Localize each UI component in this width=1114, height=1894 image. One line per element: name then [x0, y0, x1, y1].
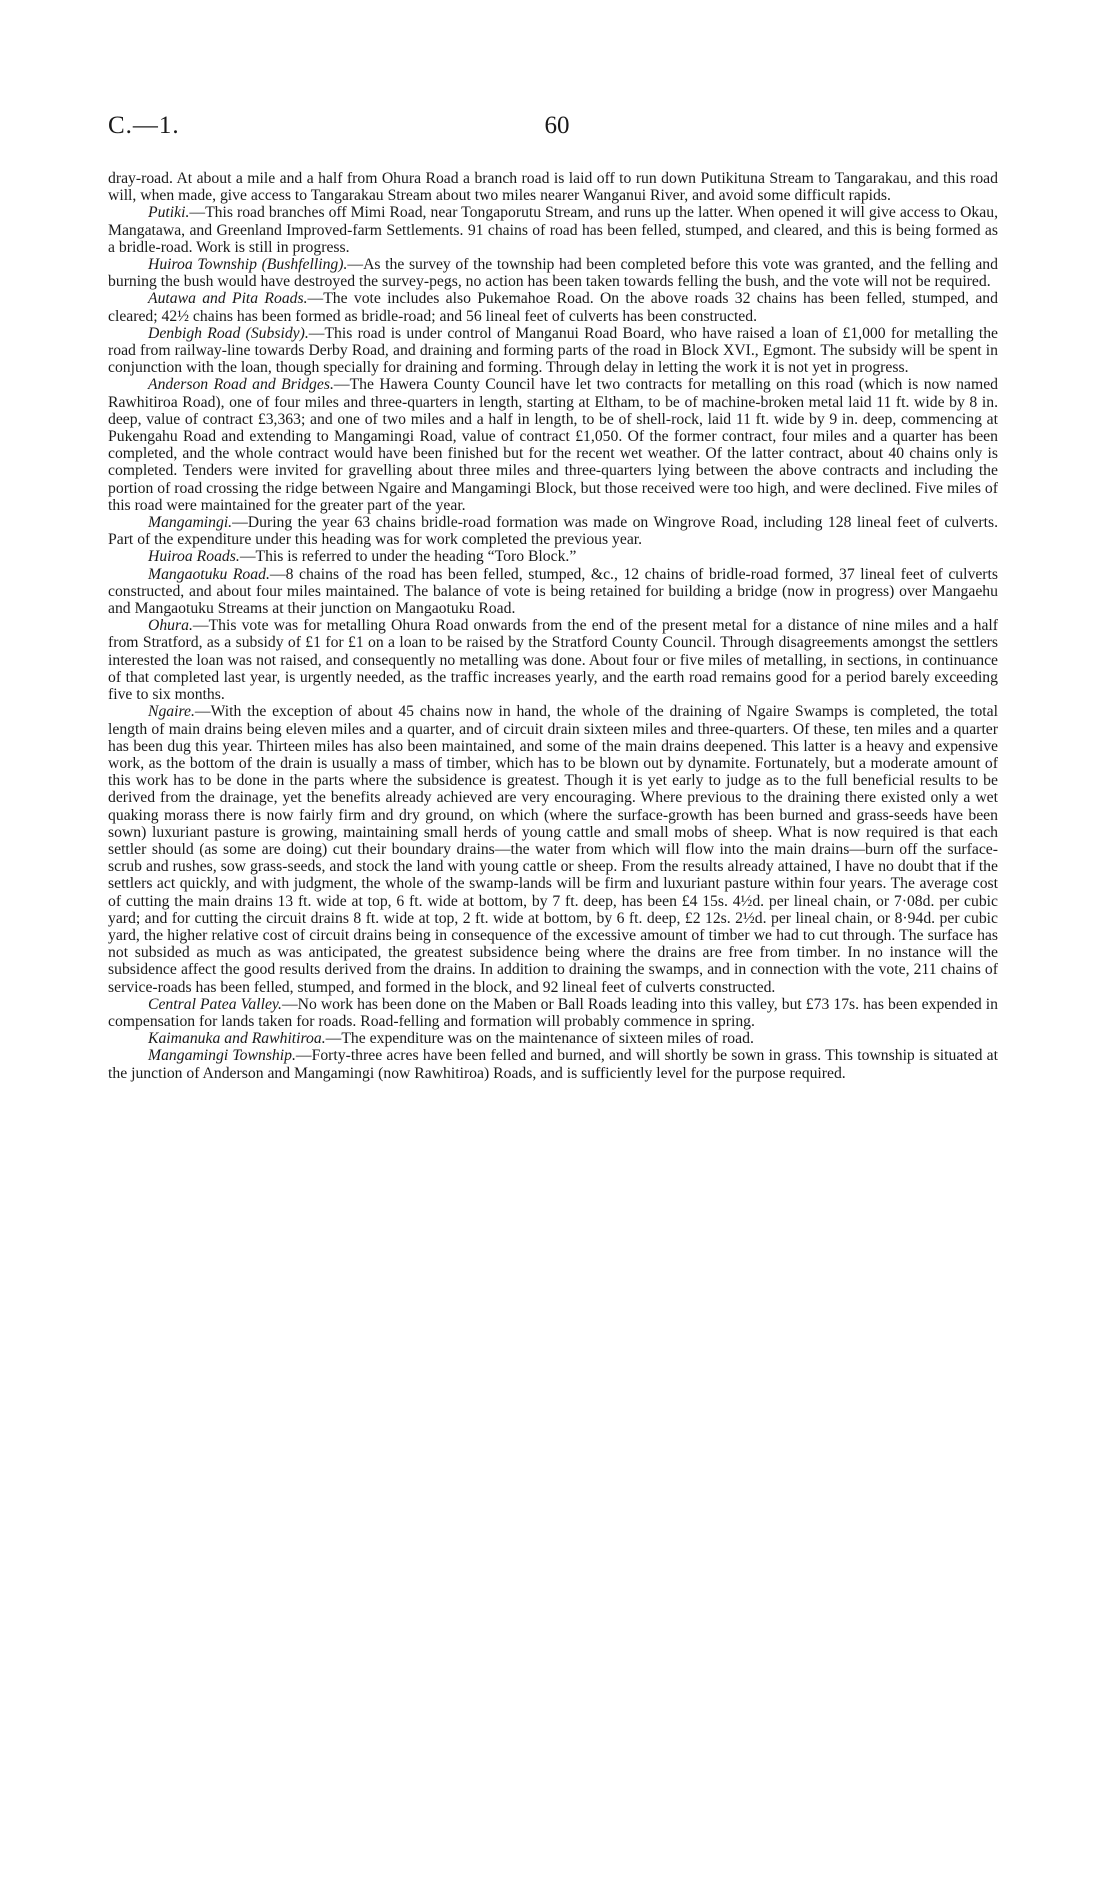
- paragraph-heading: Huiroa Roads.: [148, 548, 240, 566]
- paragraph: [108, 548, 998, 565]
- paragraph-heading: Mangamingi.: [148, 514, 233, 532]
- paragraph: [108, 204, 998, 256]
- document-reference: C.—1.: [108, 112, 180, 139]
- paragraph: [108, 1030, 998, 1047]
- paragraph-text: —The expenditure was on the maintenance of sixteen miles of road.: [325, 1030, 754, 1048]
- paragraph-text: —This is referred to under the heading “Toro Block.”: [239, 548, 577, 566]
- paragraph-heading: Autawa and Pita Roads.: [148, 290, 308, 308]
- paragraph-heading: Putiki.: [148, 204, 190, 222]
- paragraph-text: —This road branches off Mimi Road, near Tongaporutu Stream, and runs up the latter. When opened it will give access to Okau, Mangatawa, and Greenland Improved-farm Settlements. 91 chains of road has been felled, stumped, and cleared, and this is being formed as a bridle-road. Work is still in progress.: [108, 204, 998, 256]
- paragraph: [108, 325, 998, 377]
- paragraph-text: —This vote was for metalling Ohura Road onwards from the end of the present metal for a distance of nine miles and a half from Stratford, as a subsidy of £1 for £1 on a loan to be raised by the Stratford County Council. Through disagreements amongst the settlers interested the loan was not raised, and consequently no metalling was done. About four or five miles of metalling, in sections, in continuance of that completed last year, is urgently needed, as the traffic increases yearly, and the earth road remains good for a period barely exceeding five to six months.: [108, 617, 998, 704]
- paragraph-text: —8 chains of the road has been felled, stumped, &c., 12 chains of bridle-road formed, 37 lineal feet of culverts constructed, and about four miles maintained. The balance of vote is being retained for building a bridge (now in progress) over Mangaehu and Mangaotuku Streams at their junction on Mangaotuku Road.: [108, 565, 998, 618]
- paragraph-heading: Mangaotuku Road.: [148, 565, 270, 583]
- paragraph-text: —During the year 63 chains bridle-road formation was made on Wingrove Road, including 128 lineal feet of culverts. Part of the expenditure under this heading was for work completed the previous year.: [108, 514, 998, 549]
- paragraph-heading: Ngaire.: [148, 703, 195, 721]
- paragraph-heading: Ohura.: [148, 617, 193, 635]
- paragraph: [108, 703, 998, 995]
- paragraph: [108, 170, 998, 204]
- paragraph-heading: Anderson Road and Bridges.: [148, 376, 334, 394]
- paragraph-text: dray-road. At about a mile and a half from Ohura Road a branch road is laid off to run down Putikituna Stream to Tangarakau, and this road will, when made, give access to Tangarakau Stream about two miles nearer Wanganui River, and avoid some difficult rapids.: [108, 170, 998, 205]
- paragraph-text: —The Hawera County Council have let two contracts for metalling on this road (which is now named Rawhitiroa Road), one of four miles and three-quarters in length, starting at Eltham, to be of machine-broken metal laid 11 ft. wide by 8 in. deep, value of contract £3,363; and one of two miles and a half in length, to be of shell-rock, laid 11 ft. wide by 9 in. deep, commencing at Pukengahu Road and extending to Mangamingi Road, value of contract £1,050. Of the former contract, four miles and a quarter has been completed, and the whole contract would have been finished but for the recent wet weather. Of the latter contract, about 40 chains only is completed. Tenders were invited for gravelling about three miles and three-quarters lying between the above contracts and including the portion of road crossing the ridge between Ngaire and Mangamingi Block, but those received were too high, and were declined. Five miles of this road were maintained for the greater part of the year.: [108, 376, 998, 514]
- paragraph-heading: Mangamingi Township.: [148, 1047, 296, 1065]
- paragraph-text: —Forty-three acres have been felled and burned, and will shortly be sown in grass. This township is situated at the junction of Anderson and Mangamingi (now Rawhitiroa) Roads, and is sufficiently level for the purpose required.: [108, 1047, 998, 1082]
- paragraph-heading: Central Patea Valley.: [148, 995, 282, 1013]
- paragraph-heading: Huiroa Township (Bushfelling).: [148, 256, 348, 274]
- paragraph: [108, 1047, 998, 1081]
- paragraph-text: —The vote includes also Pukemahoe Road. On the above roads 32 chains has been felled, stumped, and cleared; 42½ chains has been formed as bridle-road; and 56 lineal feet of culverts has been constructed.: [108, 290, 998, 325]
- paragraph: [108, 376, 998, 514]
- paragraph-text: —No work has been done on the Maben or Ball Roads leading into this valley, but £73 17s. has been expended in compensation for lands taken for roads. Road-felling and formation will probably commence in spring.: [108, 995, 998, 1030]
- page-number: 60: [544, 112, 570, 139]
- paragraph: [108, 996, 998, 1030]
- paragraph: [108, 514, 998, 548]
- paragraph: [108, 566, 998, 618]
- page-header: [108, 112, 1006, 146]
- paragraph-text: —With the exception of about 45 chains now in hand, the whole of the draining of Ngaire Swamps is completed, the total length of main drains being eleven miles and a quarter, and of circuit drain sixteen miles and three-quarters. Of these, ten miles and a quarter has been dug this year. Thirteen miles has also been maintained, and some of the main drains deepened. This latter is a heavy and expensive work, as the bottom of the drain is usually a mass of timber, which has to be blown out by dynamite. Fortunately, but a moderate amount of this work has to be done in the parts where the subsidence is greatest. Though it is yet early to judge as to the full beneficial results to be derived from the drainage, yet the benefits already achieved are very encouraging. Where previous to the draining there existed only a wet quaking morass there is now fairly firm and dry ground, on which (where the surface-growth has been burned and grass-seeds have been sown) luxuriant pasture is growing, maintaining small herds of young cattle and small mobs of sheep. What is now required is that each settler should (as some are doing) cut their boundary drains—the water from which will flow into the main drains—burn off the surface-scrub and rushes, sow grass-seeds, and stock the land with young cattle or sheep. From the results already attained, I have no doubt that if the settlers act quickly, and with judgment, the whole of the swamp-lands will be firm and luxuriant pasture within four years. The average cost of cutting the main drains 13 ft. wide at top, 6 ft. wide at bottom, by 7 ft. deep, has been £4 15s. 4½d. per lineal chain, or 7·08d. per cubic yard; and for cutting the circuit drains 8 ft. wide at top, 2 ft. wide at bottom, by 6 ft. deep, £2 12s. 2½d. per lineal chain, or 8·94d. per cubic yard, the higher relative cost of circuit drains being in consequence of the excessive amount of timber we had to cut through. The surface has not subsided as much as was anticipated, the greatest subsidence being where the drains are free from timber. In no instance will the subsidence affect the good results derived from the drains. In addition to draining the swamps, and in connection with the vote, 211 chains of service-roads has been felled, stumped, and formed in the block, and 92 lineal feet of culverts constructed.: [108, 703, 998, 996]
- paragraph-heading: Kaimanuka and Rawhitiroa.: [148, 1030, 326, 1048]
- paragraph: [108, 290, 998, 324]
- paragraph: [108, 617, 998, 703]
- paragraph-text: —This road is under control of Manganui Road Board, who have raised a loan of £1,000 for metalling the road from railway-line towards Derby Road, and draining and forming parts of the road in Block XVI., Egmont. The subsidy will be spent in conjunction with the loan, though specially for draining and forming. Through delay in letting the work it is not yet in progress.: [108, 324, 999, 377]
- paragraph: [108, 256, 998, 290]
- paragraph-heading: Denbigh Road (Subsidy).: [148, 324, 309, 342]
- paragraph-text: —As the survey of the township had been completed before this vote was granted, and the felling and burning the bush would have destroyed the survey-pegs, no action has been taken towards felling the bush, and the vote will not be required.: [108, 256, 998, 291]
- body-text: [108, 170, 998, 1082]
